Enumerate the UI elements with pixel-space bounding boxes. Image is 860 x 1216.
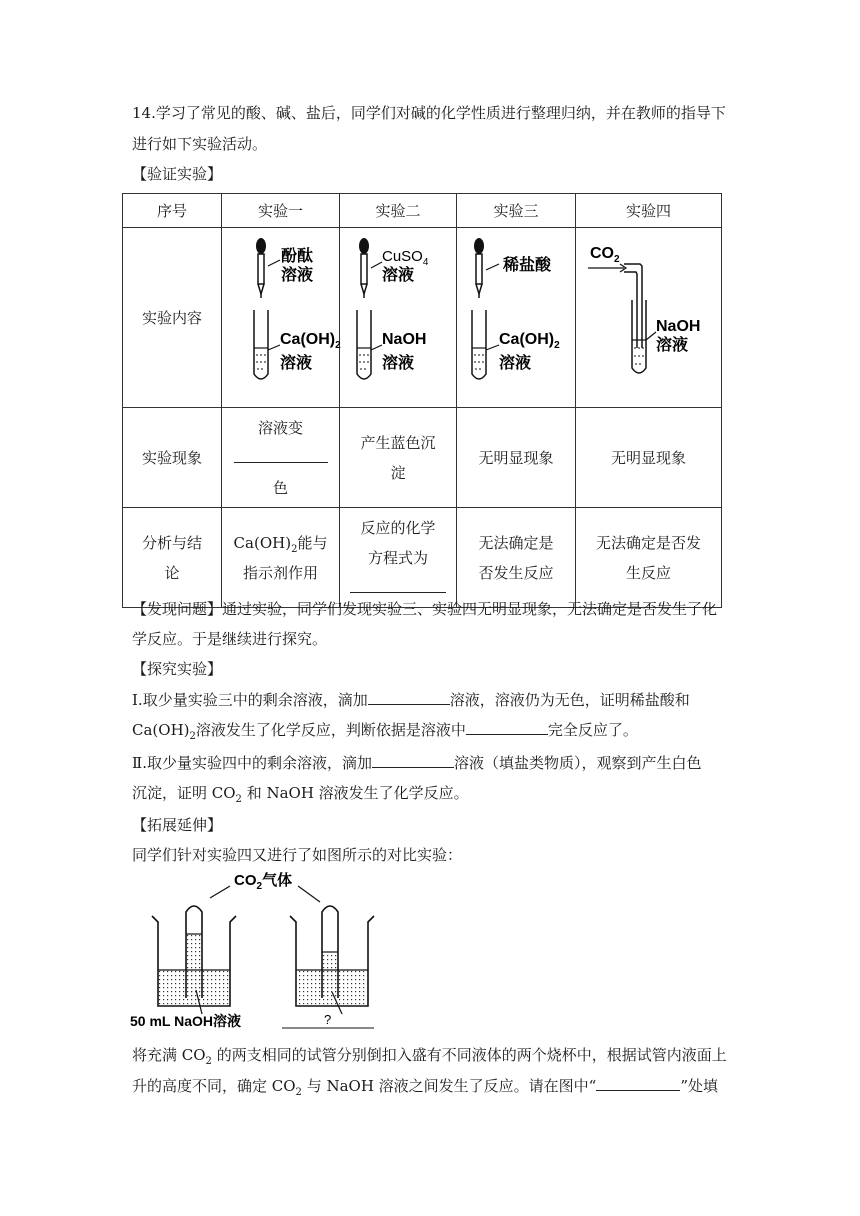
label-solution: 溶液	[656, 337, 689, 354]
table-row-content	[123, 228, 722, 408]
label-caoh2: $Ca(OH)_2$	[280, 331, 341, 351]
label-cuso4: CuSO$_4$	[382, 248, 429, 268]
table-header-row	[123, 194, 722, 228]
row-label-content: 实验内容	[123, 228, 222, 408]
discover-line-1: 【发现问题】通过实验，同学们发现实验三、实验四无明显现象，无法确定是否发生了化	[132, 600, 718, 618]
label-question-mark: ?	[324, 1012, 332, 1027]
analysis-exp2: 反应的化学 方程式为	[340, 508, 457, 608]
label-caoh2: $Ca(OH)_2$	[499, 331, 560, 351]
answer-blank-salt[interactable]	[372, 753, 454, 768]
extend-paragraph-line-2: 升的高度不同，确定 $CO_2$ 与 NaOH 溶液之间发生了反应。请在图中“ ”处填	[132, 1077, 719, 1098]
answer-blank-liquid[interactable]	[596, 1076, 680, 1091]
analysis-exp4: 无法确定是否发 生反应	[576, 508, 722, 608]
diagram-exp1	[222, 228, 340, 408]
dropper-tube-diagram-3	[457, 228, 576, 397]
row-label-analysis: 分析与结 论	[123, 508, 222, 608]
label-50ml-naoh: 50 mL NaOH溶液	[130, 1013, 241, 1029]
phenomenon-exp2: 产生蓝色沉 淀	[340, 408, 457, 508]
experiment-table	[122, 193, 722, 608]
diagram-exp4	[576, 228, 722, 408]
answer-blank-indicator[interactable]	[368, 690, 450, 705]
header-exp4: 实验四	[576, 194, 722, 228]
label-co2: $CO_2$	[590, 245, 620, 265]
label-naoh: NaOH	[656, 318, 701, 335]
label-hcl: 稀盐酸	[503, 257, 552, 274]
answer-blank-color[interactable]	[234, 448, 328, 463]
dropper-tube-diagram-2	[340, 228, 457, 397]
row-label-phenomenon: 实验现象	[123, 408, 222, 508]
label-solution-bottom: 溶液	[499, 355, 532, 372]
header-index: 序号	[123, 194, 222, 228]
header-exp3: 实验三	[457, 194, 576, 228]
diagram-exp3	[457, 228, 576, 408]
table-row-analysis	[123, 508, 722, 608]
phenomenon-exp3: 无明显现象	[457, 408, 576, 508]
diagram-exp2	[340, 228, 457, 408]
answer-blank-reactant[interactable]	[466, 720, 548, 735]
label-solution: 溶液	[281, 267, 314, 284]
header-exp2: 实验二	[340, 194, 457, 228]
explore-i-line-2: $Ca(OH)_2$溶液发生了化学反应，判断依据是溶液中 完全反应了。	[132, 721, 638, 742]
header-exp1: 实验一	[222, 194, 340, 228]
label-solution-bottom: 溶液	[280, 355, 313, 372]
co2-tube-diagram	[576, 228, 722, 397]
label-solution-bottom: 溶液	[382, 355, 415, 372]
label-co2-gas: $CO_2$气体	[234, 872, 293, 892]
section-extend: 【拓展延伸】	[132, 816, 223, 834]
label-phenolphthalein: 酚酞	[281, 248, 314, 265]
answer-blank-equation[interactable]	[350, 578, 446, 593]
phenomenon-exp4: 无明显现象	[576, 408, 722, 508]
table-row-phenomenon	[123, 408, 722, 508]
label-naoh: NaOH	[382, 331, 427, 348]
question-line-1: 14.学习了常见的酸、碱、盐后，同学们对碱的化学性质进行整理归纳，并在教师的指导下	[132, 104, 726, 122]
question-line-2: 进行如下实验活动。	[132, 135, 268, 153]
dropper-tube-diagram-1	[222, 228, 340, 397]
section-verify: 【验证实验】	[132, 165, 223, 183]
explore-ii-line-2: 沉淀，证明 $CO_2$ 和 NaOH 溶液发生了化学反应。	[132, 784, 469, 805]
analysis-exp3: 无法确定是 否发生反应	[457, 508, 576, 608]
section-explore: 【探究实验】	[132, 660, 223, 678]
extend-paragraph-line-1: 将充满 $CO_2$ 的两支相同的试管分别倒扣入盛有不同液体的两个烧杯中，根据试管内液面上	[132, 1046, 727, 1067]
phenomenon-exp1: 溶液变 色	[222, 408, 340, 508]
explore-i-line-1: Ⅰ.取少量实验三中的剩余溶液，滴加 溶液，溶液仍为无色，证明稀盐酸和	[132, 691, 690, 709]
beaker-comparison-figure	[130, 866, 390, 1032]
analysis-exp1: $Ca(OH)_2$能与 指示剂作用	[222, 508, 340, 608]
label-solution: 溶液	[382, 267, 415, 284]
discover-line-2: 学反应。于是继续进行探究。	[132, 630, 328, 648]
extend-intro: 同学们针对实验四又进行了如图所示的对比实验：	[132, 846, 463, 864]
explore-ii-line-1: Ⅱ.取少量实验四中的剩余溶液，滴加 溶液（填盐类物质），观察到产生白色	[132, 754, 702, 772]
